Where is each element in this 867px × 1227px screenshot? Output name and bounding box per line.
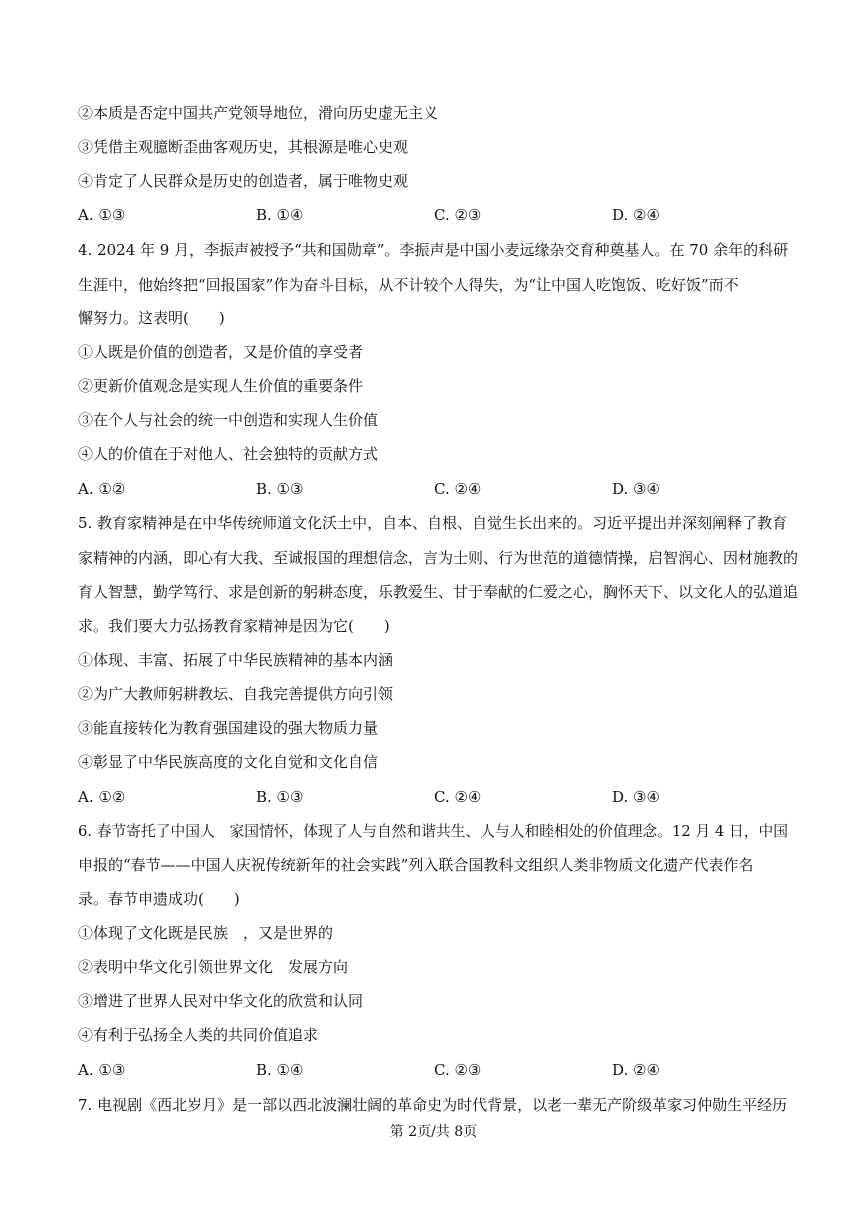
- q6-statement-1: ①体现了文化既是民族 ，又是世界的: [78, 924, 334, 942]
- q5-option-b: B. ①③: [256, 788, 304, 806]
- q3-option-d: D. ②④: [612, 206, 660, 224]
- q6-stem-line-3: 录。春节申遗成功( ): [78, 890, 240, 908]
- q3-statement-2: ②本质是否定中国共产党领导地位，滑向历史虚无主义: [78, 104, 439, 122]
- q5-option-a: A. ①②: [78, 788, 126, 806]
- q4-option-c: C. ②④: [434, 480, 482, 498]
- q5-stem-line-1: 5. 教育家精神是在中华传统师道文化沃土中，自本、自根、自觉生长出来的。习近平提出并深刻阐释了教育: [78, 514, 788, 532]
- q5-option-d: D. ③④: [612, 788, 660, 806]
- q4-option-a: A. ①②: [78, 480, 126, 498]
- q6-option-b: B. ①④: [256, 1061, 304, 1079]
- q5-statement-1: ①体现、丰富、拓展了中华民族精神的基本内涵: [78, 651, 394, 669]
- q3-statement-4: ④肯定了人民群众是历史的创造者，属于唯物史观: [78, 172, 409, 190]
- q3-option-a: A. ①③: [78, 206, 126, 224]
- q4-stem-line-2: 生涯中，他始终把“回报国家”作为奋斗目标，从不计较个人得失，为“让中国人吃饱饭、吃好饭”而不: [78, 276, 739, 294]
- q6-option-a: A. ①③: [78, 1061, 126, 1079]
- q7-stem-line-1: 7. 电视剧《西北岁月》是一部以西北波澜壮阔的革命史为时代背景，以老一辈无产阶级革家习仲勋生平经历: [78, 1096, 788, 1114]
- q5-statement-3: ③能直接转化为教育强国建设的强大物质力量: [78, 719, 379, 737]
- q6-option-c: C. ②③: [434, 1061, 482, 1079]
- page-number-footer: 第 2页/共 8页: [389, 1124, 478, 1140]
- q6-option-d: D. ②④: [612, 1061, 660, 1079]
- q4-option-d: D. ③④: [612, 480, 660, 498]
- q5-option-c: C. ②④: [434, 788, 482, 806]
- q3-option-c: C. ②③: [434, 206, 482, 224]
- q3-statement-3: ③凭借主观臆断歪曲客观历史，其根源是唯心史观: [78, 138, 409, 156]
- q5-statement-2: ②为广大教师躬耕教坛、自我完善提供方向引领: [78, 685, 394, 703]
- q5-stem-line-4: 求。我们要大力弘扬教育家精神是因为它( ): [78, 617, 390, 635]
- q4-stem-line-3: 懈努力。这表明( ): [78, 309, 225, 327]
- q6-statement-4: ④有利于弘扬全人类的共同价值追求: [78, 1026, 319, 1044]
- q3-option-b: B. ①④: [256, 206, 304, 224]
- q4-option-b: B. ①③: [256, 480, 304, 498]
- q4-statement-1: ①人既是价值的创造者，又是价值的享受者: [78, 343, 364, 361]
- q6-statement-2: ②表明中华文化引领世界文化 发展方向: [78, 958, 349, 976]
- q6-stem-line-1: 6. 春节寄托了中国人 家国情怀，体现了人与自然和谐共生、人与人和睦相处的价值理念。12 月 4 日，中国: [78, 823, 788, 840]
- q5-statement-4: ④彰显了中华民族高度的文化自觉和文化自信: [78, 753, 379, 771]
- q5-stem-line-2: 家精神的内涵，即心有大我、至诚报国的理想信念，言为士则、行为世范的道德情操，启智润心、因材施教的: [78, 549, 799, 567]
- q6-statement-3: ③增进了世界人民对中华文化的欣赏和认同: [78, 992, 364, 1010]
- q4-statement-3: ③在个人与社会的统一中创造和实现人生价值: [78, 411, 379, 429]
- q5-stem-line-3: 育人智慧，勤学笃行、求是创新的躬耕态度，乐教爱生、甘于奉献的仁爱之心，胸怀天下、以文化人的弘道追: [78, 583, 799, 601]
- q4-statement-4: ④人的价值在于对他人、社会独特的贡献方式: [78, 445, 379, 463]
- q4-statement-2: ②更新价值观念是实现人生价值的重要条件: [78, 377, 364, 395]
- q6-stem-line-2: 申报的“春节——中国人庆祝传统新年的社会实践”列入联合国教科文组织人类非物质文化遗产代表作名: [78, 856, 754, 874]
- q4-stem-line-1: 4. 2024 年 9 月，李振声被授予“共和国勋章”。李振声是中国小麦远缘杂交育种奠基人。在 70 余年的科研: [78, 241, 789, 259]
